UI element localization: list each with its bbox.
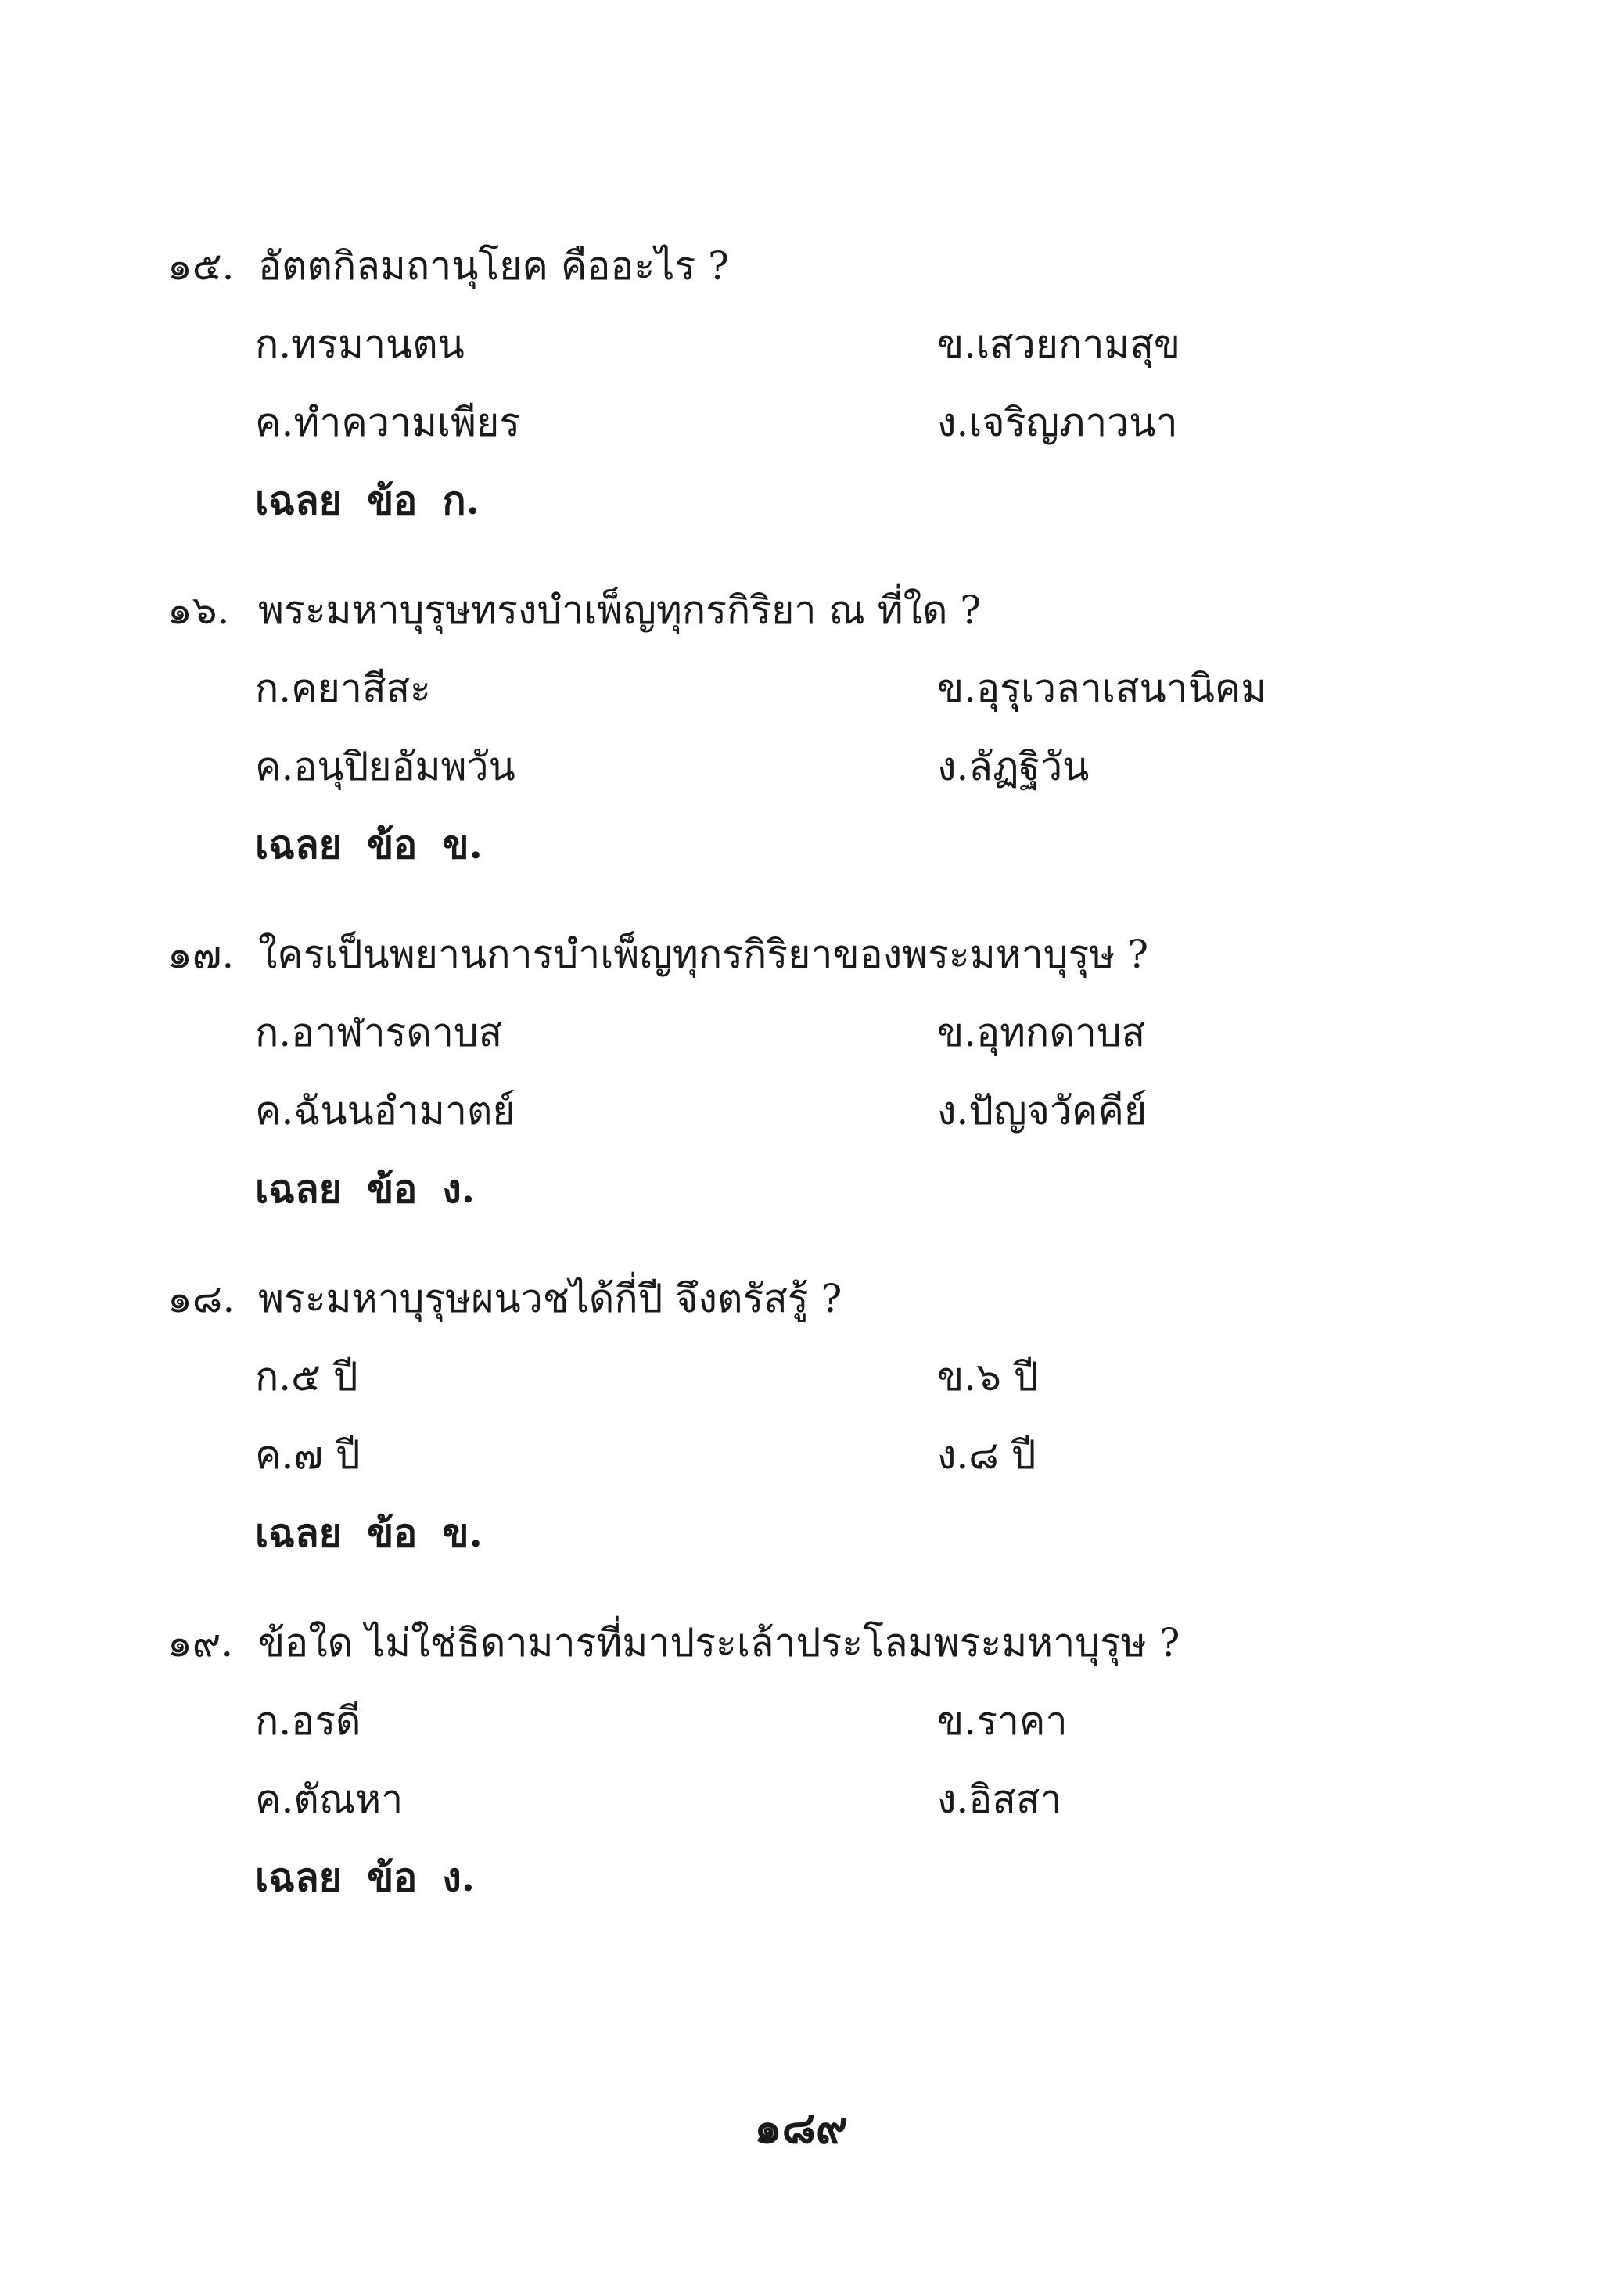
option-a: ก.คยาสีสะ <box>255 666 431 711</box>
option-b: ข.อุทกดาบส <box>937 1010 1146 1055</box>
answer-choice: ข. <box>442 821 483 868</box>
option-b: ข.อุรุเวลาเสนานิคม <box>937 666 1267 711</box>
question-number: ๑๕. <box>167 243 235 289</box>
option-c: ค.ทำความเพียร <box>255 400 521 445</box>
question-18 <box>0 1267 1602 1604</box>
answer-word: ข้อ <box>367 477 418 523</box>
answer-choice: ง. <box>442 1854 476 1900</box>
option-a: ก.อาฬารดาบส <box>255 1010 503 1055</box>
question-text: อัตตกิลมถานุโยค คืออะไร ? <box>258 243 729 289</box>
question-17 <box>0 923 1602 1259</box>
question-text: พระมหาบุรุษผนวชได้กี่ปี จึงตรัสรู้ ? <box>258 1276 842 1321</box>
question-line <box>167 923 1148 986</box>
option-c: ค.อนุปิยอัมพวัน <box>255 744 515 789</box>
answer-key <box>255 469 505 532</box>
question-number: ๑๙. <box>167 1620 234 1665</box>
option-d: ง.อิสสา <box>937 1777 1062 1822</box>
answer-label: เฉลย <box>255 1854 343 1900</box>
question-16 <box>0 579 1602 915</box>
option-a: ก.ทรมานตน <box>255 322 465 367</box>
page-number: ๑๘๙ <box>754 2102 848 2154</box>
option-c: ค.ฉันนอำมาตย์ <box>255 1088 515 1134</box>
answer-word: ข้อ <box>367 1510 418 1556</box>
option-a: ก.อรดี <box>255 1698 361 1744</box>
answer-word: ข้อ <box>367 1166 418 1212</box>
question-15 <box>0 235 1602 571</box>
question-text: ข้อใด ไม่ใช่ธิดามารที่มาประเล้าประโลมพระมหาบุรุษ ? <box>258 1620 1180 1665</box>
answer-key <box>255 1158 500 1220</box>
option-a: ก.๕ ปี <box>255 1354 358 1400</box>
answer-key <box>255 814 508 876</box>
question-text: พระมหาบุรุษทรงบำเพ็ญทุกรกิริยา ณ ที่ใด ? <box>258 587 982 633</box>
question-19 <box>0 1612 1602 1948</box>
answer-label: เฉลย <box>255 1510 343 1556</box>
answer-word: ข้อ <box>367 1854 418 1900</box>
answer-choice: ก. <box>442 477 480 523</box>
answer-choice: ข. <box>442 1510 483 1556</box>
question-text: ใครเป็นพยานการบำเพ็ญทุกรกิริยาของพระมหาบุรุษ ? <box>258 932 1149 977</box>
option-d: ง.ลัฏฐิวัน <box>937 744 1090 789</box>
answer-key <box>255 1846 500 1909</box>
option-d: ง.ปัญจวัคคีย์ <box>937 1088 1148 1134</box>
option-d: ง.๘ ปี <box>937 1432 1036 1478</box>
question-line <box>167 1267 842 1330</box>
answer-label: เฉลย <box>255 1166 343 1212</box>
option-b: ข.เสวยกามสุข <box>937 322 1181 367</box>
question-number: ๑๖. <box>167 587 230 633</box>
answer-label: เฉลย <box>255 477 343 523</box>
answer-word: ข้อ <box>367 821 418 868</box>
question-number: ๑๘. <box>167 1276 235 1321</box>
option-c: ค.๗ ปี <box>255 1432 361 1478</box>
option-c: ค.ตัณหา <box>255 1777 404 1822</box>
option-b: ข.ราคา <box>937 1698 1068 1744</box>
option-d: ง.เจริญภาวนา <box>937 400 1178 445</box>
answer-choice: ง. <box>442 1166 476 1212</box>
question-line <box>167 1612 1180 1674</box>
answer-label: เฉลย <box>255 821 343 868</box>
question-line <box>167 235 729 297</box>
question-line <box>167 579 981 641</box>
answer-key <box>255 1502 508 1565</box>
question-number: ๑๗. <box>167 932 235 977</box>
option-b: ข.๖ ปี <box>937 1354 1039 1400</box>
